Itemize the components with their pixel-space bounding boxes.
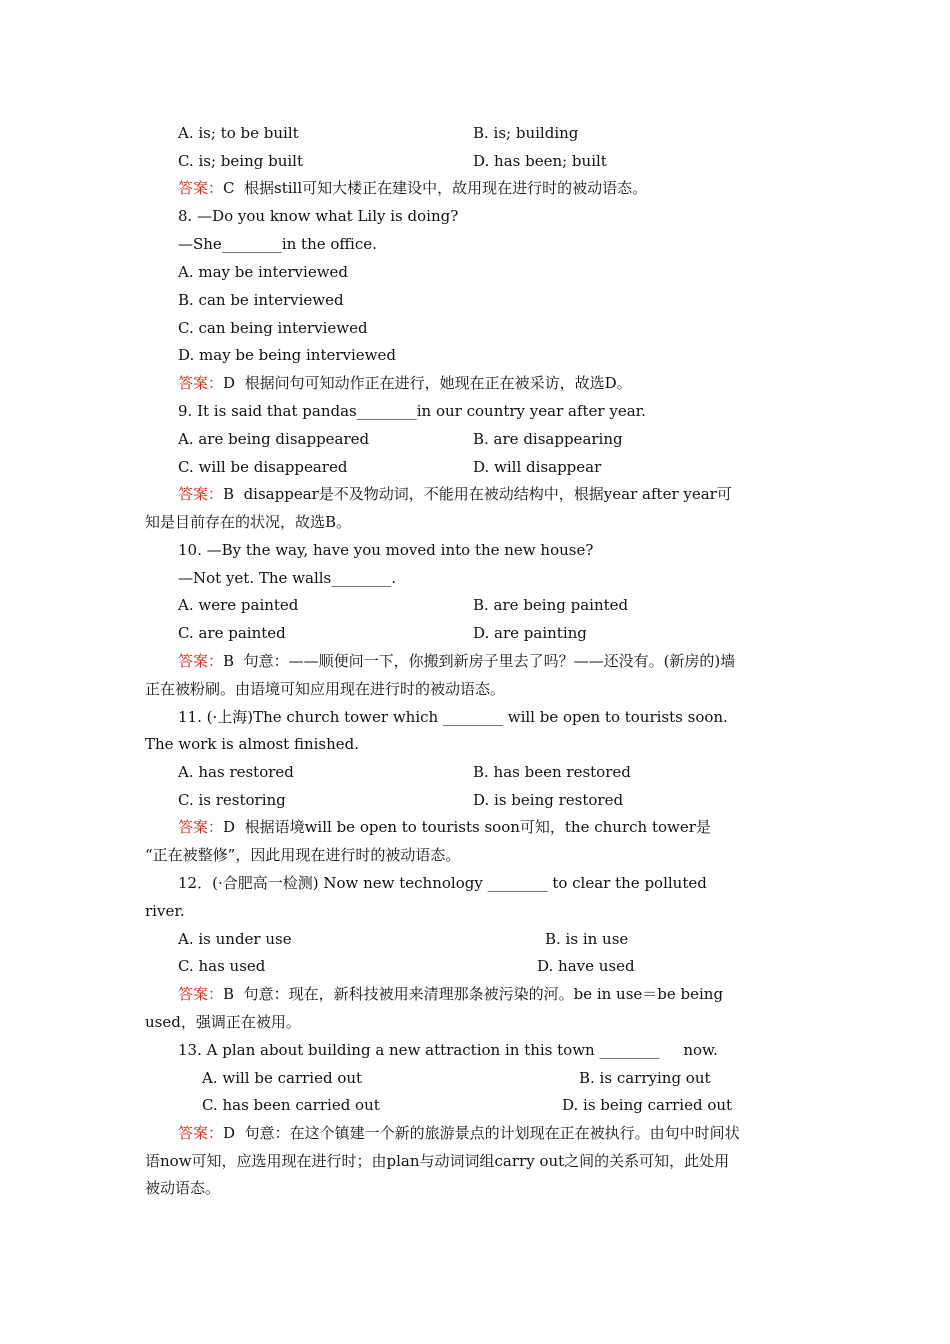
answer-label: 答案：: [178, 652, 224, 670]
q9-option-c: C. will be disappeared: [178, 458, 348, 476]
q11-answer: [178, 817, 711, 837]
q9-answer: [178, 484, 732, 504]
q9-stem: 9. It is said that pandas________in our country year after year.: [178, 402, 646, 420]
q12-stem-line2: river.: [145, 902, 185, 920]
q13-option-d: D. is being carried out: [562, 1096, 733, 1114]
q7-option-b: B. is; building: [473, 124, 579, 142]
answer-text: D 根据语境will be open to tourists soon可知，the church tower是: [223, 818, 711, 836]
answer-label: 答案：: [178, 818, 224, 836]
q11-stem: 11. (·上海)The church tower which ________ will be open to tourists soon.: [178, 708, 728, 726]
q8-option-c: C. can being interviewed: [178, 319, 368, 337]
q11-answer-line2: “正在被整修”，因此用现在进行时的被动语态。: [145, 846, 461, 864]
answer-text: B 句意：现在，新科技被用来清理那条被污染的河。be in use＝be being: [223, 985, 724, 1003]
q8-option-b: B. can be interviewed: [178, 291, 344, 309]
q13-answer-line3: 被动语态。: [145, 1179, 221, 1197]
answer-label: 答案：: [178, 1124, 224, 1142]
q9-option-a: A. are being disappeared: [178, 430, 370, 448]
q13-option-c: C. has been carried out: [202, 1096, 380, 1114]
q10-option-a: A. were painted: [178, 596, 299, 614]
answer-text: C 根据still可知大楼正在建设中，故用现在进行时的被动语态。: [223, 179, 648, 197]
q8-stem: 8. —Do you know what Lily is doing?: [178, 207, 459, 225]
answer-label: 答案：: [178, 374, 224, 392]
q10-option-d: D. are painting: [473, 624, 587, 642]
q7-answer: [178, 178, 647, 198]
answer-text: D 根据问句可知动作正在进行，她现在正在被采访，故选D。: [223, 374, 632, 392]
q8-answer: [178, 373, 632, 393]
q8-stem-line2: —She________in the office.: [178, 235, 377, 253]
q12-answer: [178, 984, 723, 1004]
q10-answer: [178, 651, 735, 671]
answer-text: B 句意：——顺便问一下，你搬到新房子里去了吗？——还没有。(新房的)墙: [223, 652, 736, 670]
q13-option-a: A. will be carried out: [202, 1069, 363, 1087]
answer-label: 答案：: [178, 485, 224, 503]
q9-option-b: B. are disappearing: [473, 430, 623, 448]
q11-option-a: A. has restored: [178, 763, 294, 781]
answer-label: 答案：: [178, 179, 224, 197]
q13-answer-line2: 语now可知，应选用现在进行时；由plan与动词词组carry out之间的关系可知，此处用: [145, 1152, 730, 1170]
q13-option-b: B. is carrying out: [579, 1069, 711, 1087]
q12-stem: 12．(·合肥高一检测) Now new technology ________ to clear the polluted: [178, 874, 707, 892]
q12-answer-line2: used，强调正在被用。: [145, 1013, 301, 1031]
q10-option-c: C. are painted: [178, 624, 286, 642]
q11-option-c: C. is restoring: [178, 791, 286, 809]
q11-stem-line2: The work is almost finished.: [145, 735, 360, 753]
q11-option-b: B. has been restored: [473, 763, 631, 781]
q12-option-a: A. is under use: [178, 930, 292, 948]
answer-text: D 句意：在这个镇建一个新的旅游景点的计划现在正在被执行。由句中时间状: [223, 1124, 740, 1142]
q10-option-b: B. are being painted: [473, 596, 629, 614]
q10-answer-line2: 正在被粉刷。由语境可知应用现在进行时的被动语态。: [145, 680, 506, 698]
q7-option-c: C. is; being built: [178, 152, 303, 170]
q9-answer-line2: 知是目前存在的状况，故选B。: [145, 513, 352, 531]
answer-text: B disappear是不及物动词，不能用在被动结构中，根据year after year可: [223, 485, 732, 503]
q11-option-d: D. is being restored: [473, 791, 624, 809]
q8-option-a: A. may be interviewed: [178, 263, 349, 281]
q10-stem: 10. —By the way, have you moved into the new house?: [178, 541, 594, 559]
q8-option-d: D. may be being interviewed: [178, 346, 396, 364]
q7-option-a: A. is; to be built: [178, 124, 299, 142]
q12-option-d: D. have used: [537, 957, 635, 975]
q7-option-d: D. has been; built: [473, 152, 607, 170]
answer-label: 答案：: [178, 985, 224, 1003]
q12-option-b: B. is in use: [545, 930, 629, 948]
q9-option-d: D. will disappear: [473, 458, 602, 476]
q13-stem: 13. A plan about building a new attraction in this town ________ now.: [178, 1041, 718, 1059]
q10-stem-line2: —Not yet. The walls________.: [178, 569, 397, 587]
q13-answer: [178, 1123, 740, 1143]
q12-option-c: C. has used: [178, 957, 266, 975]
